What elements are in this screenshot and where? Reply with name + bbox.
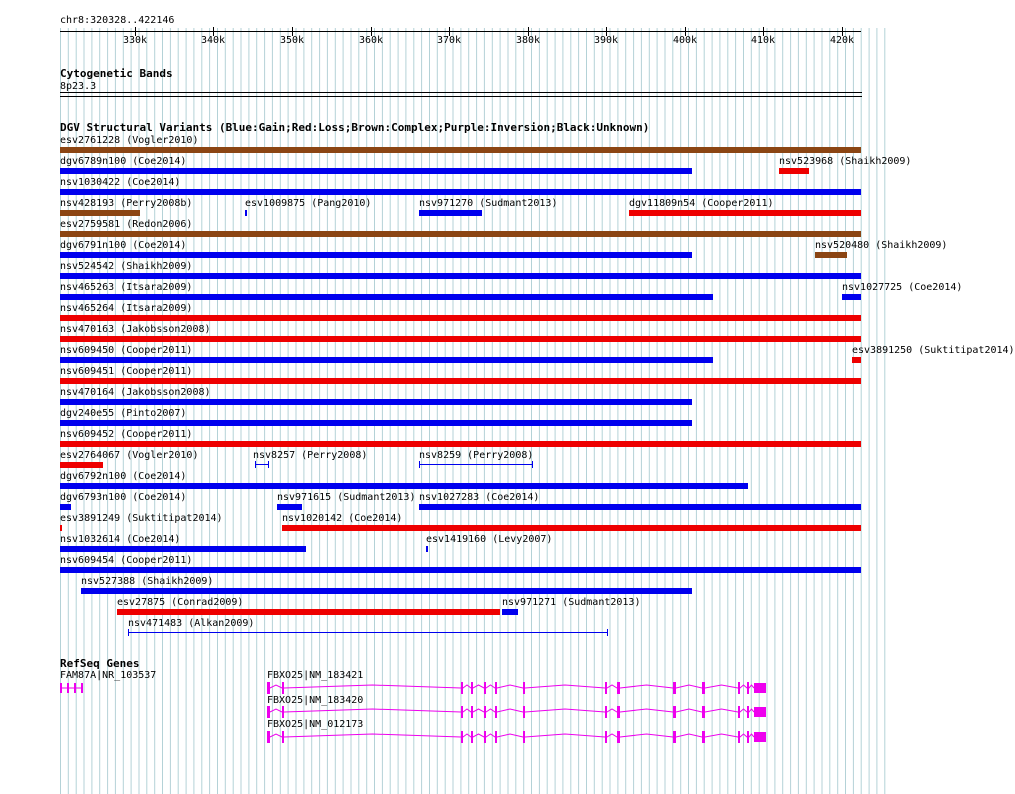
ruler-tick-label: 380k [516,35,541,46]
ruler-tick-label: 350k [280,35,305,46]
dgv-feature-label[interactable]: esv2759581 (Redon2006) [60,219,193,230]
cytoband-track-title: Cytogenetic Bands [60,67,173,80]
ruler-tick-label: 390k [594,35,619,46]
gene-exon [738,706,740,718]
dgv-feature-label[interactable]: nsv8259 (Perry2008) [419,450,534,461]
gene-exon [282,706,284,718]
dgv-feature-label[interactable]: esv2764067 (Vogler2010) [60,450,199,461]
gene-exon [60,683,62,693]
gene-exon [267,706,270,718]
dgv-feature-label[interactable]: nsv1027725 (Coe2014) [842,282,963,293]
dgv-feature-label[interactable]: dgv6793n100 (Coe2014) [60,492,187,503]
dgv-feature-label[interactable]: dgv6791n100 (Coe2014) [60,240,187,251]
gene-exon [747,706,749,718]
dgv-feature-label[interactable]: nsv609452 (Cooper2011) [60,429,193,440]
dgv-feature-label[interactable]: nsv609450 (Cooper2011) [60,345,193,356]
dgv-track-title: DGV Structural Variants (Blue:Gain;Red:Loss;Brown:Complex;Purple:Inversion;Black:Unknown) [60,121,650,134]
dgv-feature-label[interactable]: nsv609454 (Cooper2011) [60,555,193,566]
dgv-feature-label[interactable]: nsv1030422 (Coe2014) [60,177,181,188]
gene-exon [471,731,473,743]
cytoband-label: 8p23.3 [60,81,97,92]
gene-exon [617,682,620,694]
dgv-feature-label[interactable]: nsv609451 (Cooper2011) [60,366,193,377]
gene-exon [702,706,705,718]
dgv-feature-label[interactable]: nsv1032614 (Coe2014) [60,534,181,545]
ruler-tick-label: 420k [830,35,855,46]
gene-exon [267,731,270,743]
ruler-tick-label: 410k [751,35,776,46]
ruler-tick-label: 330k [123,35,148,46]
dgv-feature-label[interactable]: nsv971271 (Sudmant2013) [502,597,641,608]
gene-exon [754,707,766,717]
ruler-tick-label: 340k [201,35,226,46]
gene-exon [673,682,676,694]
dgv-feature-label[interactable]: esv3891249 (Suktitipat2014) [60,513,223,524]
refseq-gene-label[interactable]: FBXO25|NM_183420 [267,695,364,706]
gene-intron [267,709,754,712]
dgv-feature-label[interactable]: nsv428193 (Perry2008b) [60,198,193,209]
gene-exon [267,682,270,694]
gene-exon [81,683,83,693]
gene-exon [495,682,497,694]
dgv-feature-label[interactable]: dgv6789n100 (Coe2014) [60,156,187,167]
gene-exon [282,731,284,743]
dgv-feature-label[interactable]: nsv465263 (Itsara2009) [60,282,193,293]
gene-exon [282,682,284,694]
refseq-gene-label[interactable]: FBXO25|NM_183421 [267,670,364,681]
gene-intron [267,734,754,737]
gene-exon [738,682,740,694]
gene-exon [67,683,69,693]
gene-exon [754,683,766,693]
dgv-feature-label[interactable]: nsv971270 (Sudmant2013) [419,198,558,209]
gene-exon [747,682,749,694]
dgv-feature-label[interactable]: nsv470163 (Jakobsson2008) [60,324,211,335]
gene-exon [471,682,473,694]
gene-exon [738,731,740,743]
gene-exon [495,731,497,743]
refseq-gene-label[interactable]: FAM87A|NR_103537 [60,670,157,681]
gene-exon [484,731,486,743]
dgv-feature-label[interactable]: dgv240e55 (Pinto2007) [60,408,187,419]
ruler-tick-label: 370k [437,35,462,46]
dgv-feature-label[interactable]: nsv1027283 (Coe2014) [419,492,540,503]
gene-exon [461,731,463,743]
gene-exon [605,731,607,743]
dgv-feature-label[interactable]: dgv6792n100 (Coe2014) [60,471,187,482]
dgv-feature-label[interactable]: nsv520480 (Shaikh2009) [815,240,948,251]
gene-exon [673,731,676,743]
gene-exon [605,706,607,718]
ruler-tick-label: 400k [673,35,698,46]
gene-exon [617,731,620,743]
ruler-location: chr8:320328..422146 [60,15,175,26]
dgv-feature-label[interactable]: nsv1020142 (Coe2014) [282,513,403,524]
ruler-tick-label: 360k [359,35,384,46]
dgv-feature-label[interactable]: esv2761228 (Vogler2010) [60,135,199,146]
dgv-feature-label[interactable]: esv27875 (Conrad2009) [117,597,244,608]
gene-exon [747,731,749,743]
gene-exon [523,706,525,718]
dgv-feature-label[interactable]: nsv971615 (Sudmant2013) [277,492,416,503]
dgv-feature-label[interactable]: esv1419160 (Levy2007) [426,534,553,545]
dgv-feature-label[interactable]: nsv465264 (Itsara2009) [60,303,193,314]
gene-exon [484,706,486,718]
gene-exon [74,683,76,693]
gene-exon [523,731,525,743]
refseq-track-title: RefSeq Genes [60,657,140,670]
gene-exon [702,682,705,694]
gene-exon [484,682,486,694]
dgv-feature-label[interactable]: nsv8257 (Perry2008) [253,450,368,461]
dgv-feature-label[interactable]: nsv471483 (Alkan2009) [128,618,255,629]
gene-exon [673,706,676,718]
dgv-feature-label[interactable]: nsv523968 (Shaikh2009) [779,156,912,167]
refseq-gene-label[interactable]: FBXO25|NM_012173 [267,719,364,730]
dgv-feature-label[interactable]: dgv11809n54 (Cooper2011) [629,198,774,209]
dgv-feature-label[interactable]: esv3891250 (Suktitipat2014) [852,345,1015,356]
gene-exon [617,706,620,718]
dgv-feature-label[interactable]: esv1009875 (Pang2010) [245,198,372,209]
dgv-feature-label[interactable]: nsv470164 (Jakobsson2008) [60,387,211,398]
gene-exon [461,706,463,718]
gene-intron [267,685,754,688]
gene-exon [471,706,473,718]
gene-exon [605,682,607,694]
gene-exon [754,732,766,742]
dgv-feature-label[interactable]: nsv524542 (Shaikh2009) [60,261,193,272]
gene-exon [702,731,705,743]
dgv-feature-label[interactable]: nsv527388 (Shaikh2009) [81,576,214,587]
gene-exon [461,682,463,694]
gene-exon [495,706,497,718]
gene-exon [523,682,525,694]
